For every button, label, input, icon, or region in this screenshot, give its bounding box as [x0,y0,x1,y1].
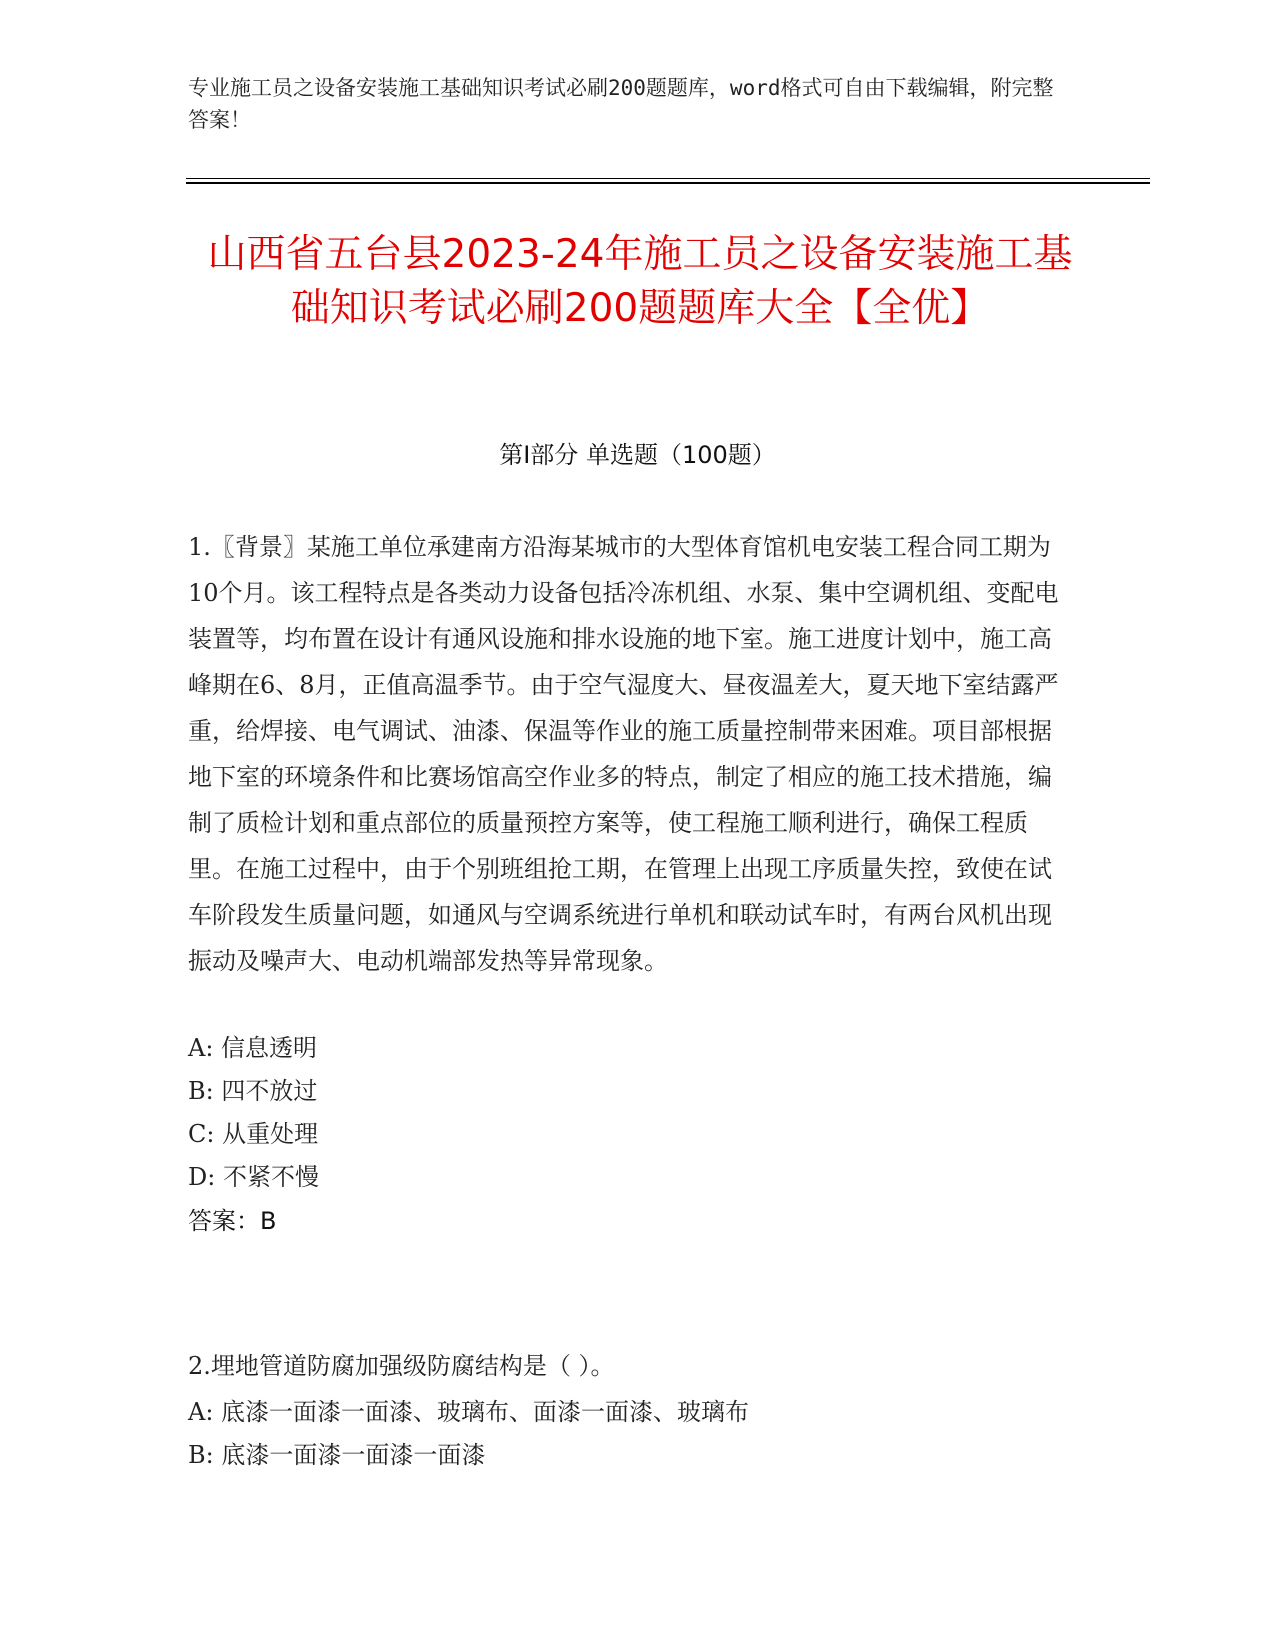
header-note: 专业施工员之设备安装施工基础知识考试必刷200题题库，word格式可自由下载编辑，附完整答案！ [188,76,1054,132]
option-c: C: 从重处理 [188,1120,319,1148]
answer-label: 答案：B [188,1207,277,1235]
header-rule-thick [186,182,1150,184]
option-a: A: 底漆一面漆一面漆、玻璃布、面漆一面漆、玻璃布 [188,1398,750,1426]
option-b: B: 底漆一面漆一面漆一面漆 [188,1441,486,1469]
section-heading: 第I部分 单选题（100题） [499,441,776,469]
option-d: D: 不紧不慢 [188,1163,319,1191]
question-stem: 1.〖背景〗某施工单位承建南方沿海某城市的大型体育馆机电安装工程合同工期为10个月。该工程特点是各类动力设备包括冷冻机组、水泵、集中空调机组、变配电装置等，均布置在设计有通风设施和排水设施的地下室。施工进度计划中，施工高峰期在6、8月，正值高温季节。由于空气湿度大、昼夜温差大，夏天地下室结露严重，给焊接、电气调试、油漆、保温等作业的施工质量控制带来困难。项目部根据地下室的环境条件和比赛场馆高空作业多的特点，制定了相应的施工技术措施，编制了质检计划和重点部位的质量预控方案等，使工程施工顺利进行，确保工程质里。在施工过程中，由于个别班组抢工期，在管理上出现工序质量失控，致使在试车阶段发生质量问题，如通风与空调系统进行单机和联动试车时，有两台风机出现振动及噪声大、电动机端部发热等异常现象。 [188,533,1059,975]
option-a: A: 信息透明 [188,1034,318,1062]
header-rule-thin [186,178,1150,179]
option-b: B: 四不放过 [188,1077,318,1105]
question-stem: 2.埋地管道防腐加强级防腐结构是（ ）。 [188,1352,615,1380]
document-title: 山西省五台县2023-24年施工员之设备安装施工基础知识考试必刷200题题库大全【全优】 [207,232,1073,331]
